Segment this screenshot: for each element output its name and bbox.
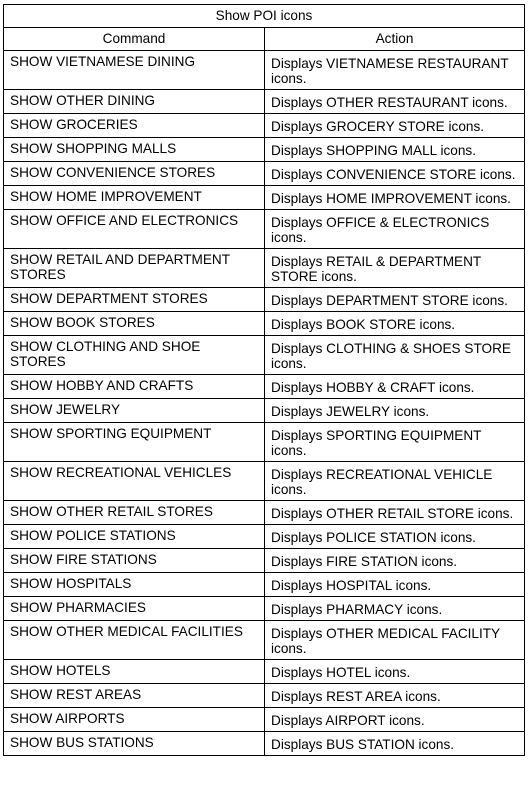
table-row	[4, 375, 525, 399]
table-row	[4, 732, 525, 756]
action-cell: Displays BOOK STORE icons.	[265, 312, 525, 336]
table-row	[4, 708, 525, 732]
table-row	[4, 336, 525, 375]
table-row	[4, 621, 525, 660]
action-cell: Displays VIETNAMESE RESTAURANT icons.	[265, 51, 525, 90]
table-row	[4, 597, 525, 621]
command-cell: SHOW HOME IMPROVEMENT	[4, 186, 265, 210]
command-cell: SHOW DEPARTMENT STORES	[4, 288, 265, 312]
table-row	[4, 549, 525, 573]
command-cell: SHOW OTHER MEDICAL FACILITIES	[4, 621, 265, 660]
column-header-command: Command	[4, 28, 265, 51]
action-cell: Displays FIRE STATION icons.	[265, 549, 525, 573]
action-cell: Displays HOSPITAL icons.	[265, 573, 525, 597]
action-cell: Displays REST AREA icons.	[265, 684, 525, 708]
action-cell: Displays AIRPORT icons.	[265, 708, 525, 732]
table-title: Show POI icons	[4, 5, 525, 28]
table-row	[4, 684, 525, 708]
action-cell: Displays JEWELRY icons.	[265, 399, 525, 423]
table-row	[4, 573, 525, 597]
command-cell: SHOW SPORTING EQUIPMENT	[4, 423, 265, 462]
command-cell: SHOW HOSPITALS	[4, 573, 265, 597]
table-header-row	[4, 28, 525, 51]
table-row	[4, 525, 525, 549]
table-row	[4, 51, 525, 90]
table-row	[4, 288, 525, 312]
command-cell: SHOW HOBBY AND CRAFTS	[4, 375, 265, 399]
action-cell: Displays POLICE STATION icons.	[265, 525, 525, 549]
command-cell: SHOW SHOPPING MALLS	[4, 138, 265, 162]
table-row	[4, 186, 525, 210]
action-cell: Displays GROCERY STORE icons.	[265, 114, 525, 138]
command-cell: SHOW OTHER RETAIL STORES	[4, 501, 265, 525]
table-row	[4, 501, 525, 525]
action-cell: Displays DEPARTMENT STORE icons.	[265, 288, 525, 312]
action-cell: Displays CLOTHING & SHOES STORE icons.	[265, 336, 525, 375]
table-row	[4, 399, 525, 423]
action-cell: Displays CONVENIENCE STORE icons.	[265, 162, 525, 186]
action-cell: Displays OFFICE & ELECTRONICS icons.	[265, 210, 525, 249]
command-cell: SHOW OTHER DINING	[4, 90, 265, 114]
table-row	[4, 462, 525, 501]
command-cell: SHOW BOOK STORES	[4, 312, 265, 336]
command-cell: SHOW JEWELRY	[4, 399, 265, 423]
command-cell: SHOW RETAIL AND DEPARTMENT STORES	[4, 249, 265, 288]
command-cell: SHOW BUS STATIONS	[4, 732, 265, 756]
action-cell: Displays HOTEL icons.	[265, 660, 525, 684]
action-cell: Displays HOME IMPROVEMENT icons.	[265, 186, 525, 210]
table-row	[4, 114, 525, 138]
command-cell: SHOW CONVENIENCE STORES	[4, 162, 265, 186]
table-row	[4, 138, 525, 162]
action-cell: Displays RECREATIONAL VEHICLE icons.	[265, 462, 525, 501]
action-cell: Displays RETAIL & DEPARTMENT STORE icons.	[265, 249, 525, 288]
action-cell: Displays OTHER RETAIL STORE icons.	[265, 501, 525, 525]
command-cell: SHOW RECREATIONAL VEHICLES	[4, 462, 265, 501]
command-cell: SHOW HOTELS	[4, 660, 265, 684]
table-body	[4, 51, 525, 756]
command-cell: SHOW POLICE STATIONS	[4, 525, 265, 549]
action-cell: Displays SHOPPING MALL icons.	[265, 138, 525, 162]
table-row	[4, 90, 525, 114]
table-row	[4, 162, 525, 186]
command-cell: SHOW OFFICE AND ELECTRONICS	[4, 210, 265, 249]
poi-commands-table	[3, 4, 525, 756]
table-row	[4, 210, 525, 249]
command-cell: SHOW GROCERIES	[4, 114, 265, 138]
table-row	[4, 249, 525, 288]
action-cell: Displays BUS STATION icons.	[265, 732, 525, 756]
action-cell: Displays HOBBY & CRAFT icons.	[265, 375, 525, 399]
table-row	[4, 660, 525, 684]
command-cell: SHOW AIRPORTS	[4, 708, 265, 732]
table-row	[4, 312, 525, 336]
command-cell: SHOW VIETNAMESE DINING	[4, 51, 265, 90]
command-cell: SHOW CLOTHING AND SHOE STORES	[4, 336, 265, 375]
column-header-action: Action	[265, 28, 525, 51]
table-row	[4, 423, 525, 462]
action-cell: Displays PHARMACY icons.	[265, 597, 525, 621]
command-cell: SHOW PHARMACIES	[4, 597, 265, 621]
action-cell: Displays SPORTING EQUIPMENT icons.	[265, 423, 525, 462]
command-cell: SHOW FIRE STATIONS	[4, 549, 265, 573]
command-cell: SHOW REST AREAS	[4, 684, 265, 708]
action-cell: Displays OTHER MEDICAL FACILITY icons.	[265, 621, 525, 660]
action-cell: Displays OTHER RESTAURANT icons.	[265, 90, 525, 114]
table-title-row	[4, 5, 525, 28]
